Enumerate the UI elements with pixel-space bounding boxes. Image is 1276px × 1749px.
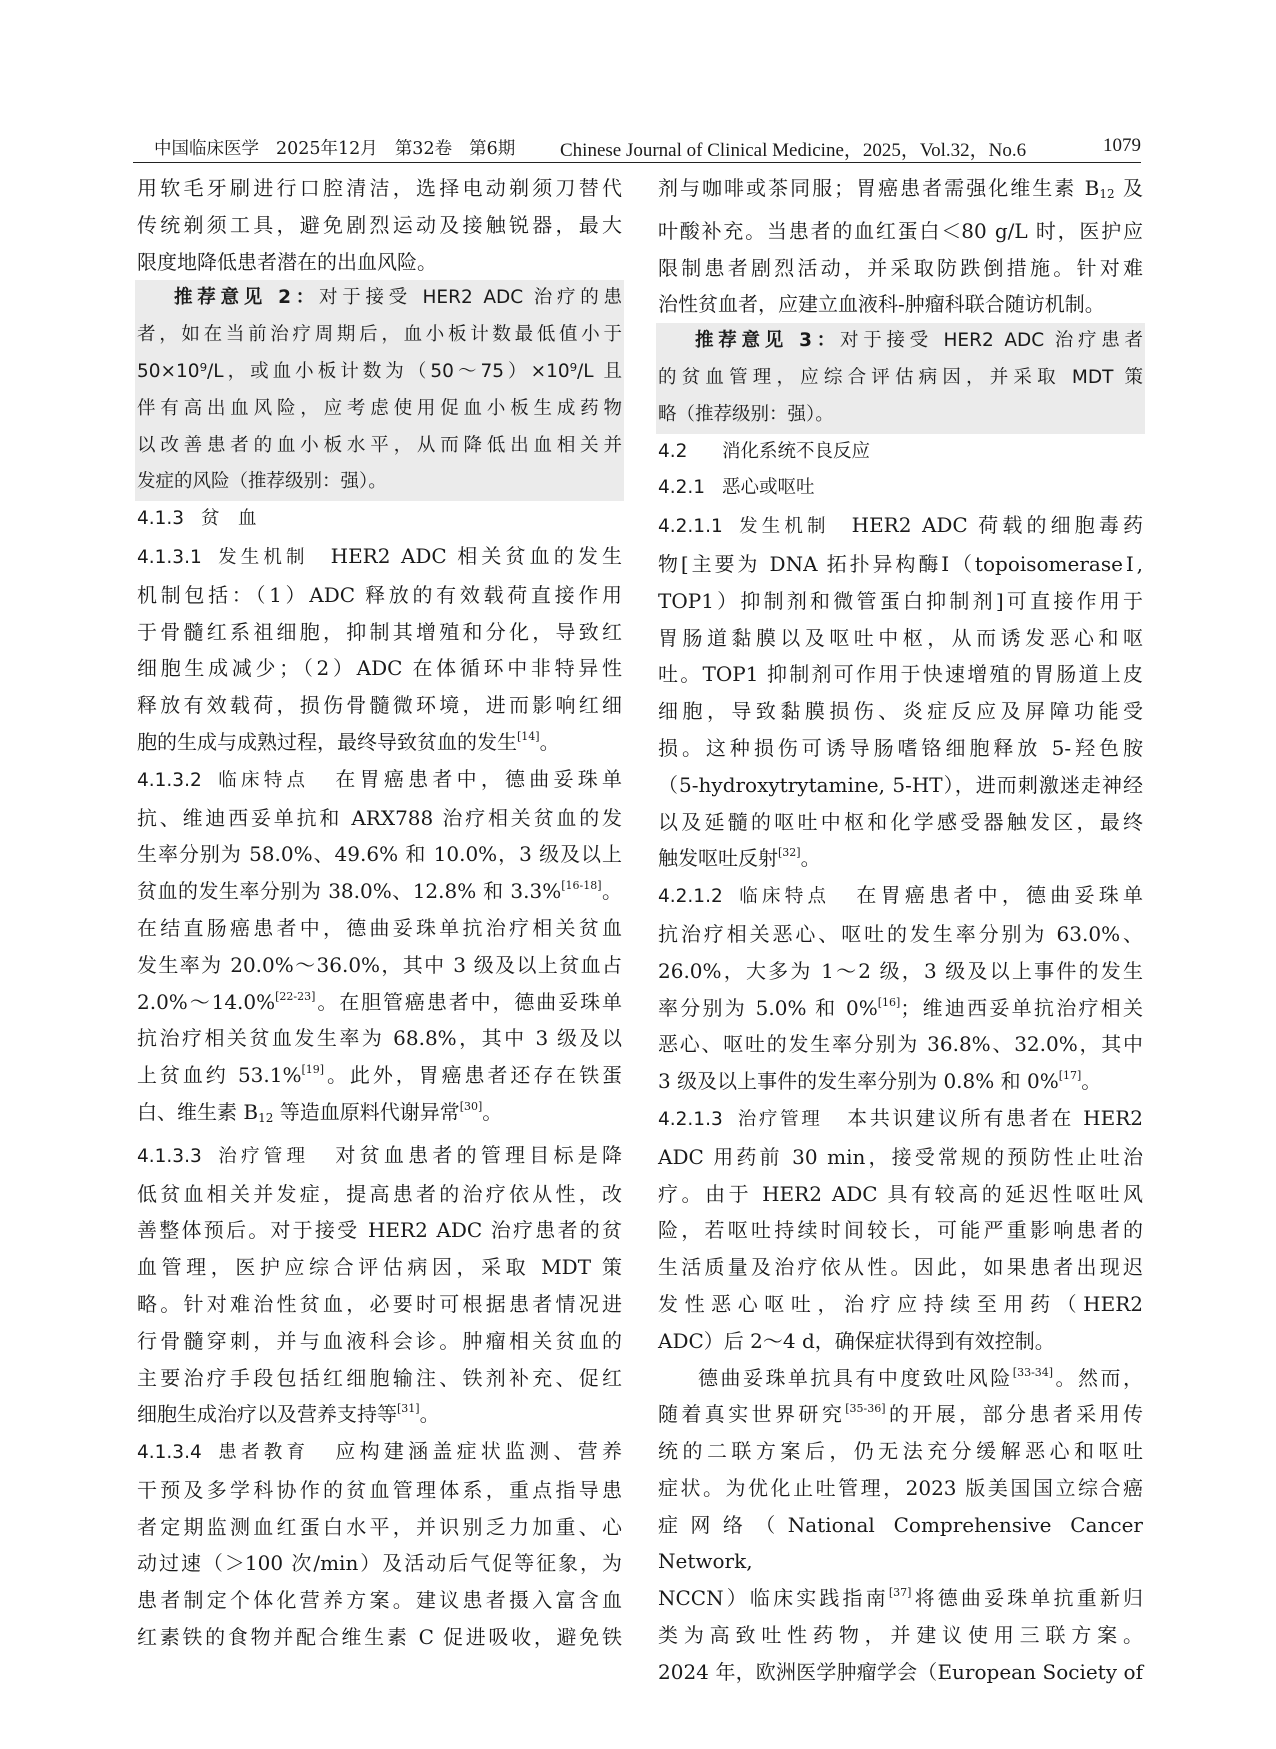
running-header xyxy=(133,131,1141,159)
section-title: 治疗管理 xyxy=(735,1108,823,1130)
text-line: 。 xyxy=(1081,1069,1102,1094)
text-line: 抗治疗相关贫血发生率为 68.8%，其中 3 级及以 xyxy=(137,1026,622,1051)
text-line: NCCN）临床实践指南 xyxy=(658,1586,889,1611)
text-line: 主要治疗手段包括红细胞输注、铁剂补充、促红 xyxy=(137,1365,622,1390)
text-line: 发性恶心呕吐，治疗应持续至用药（HER2 xyxy=(658,1291,1143,1316)
subscript: 12 xyxy=(1099,187,1115,201)
header-rule xyxy=(133,162,1141,163)
section-title: 发生机制 xyxy=(214,546,309,568)
text-line: 者，如在当前治疗周期后，血小板计数最低值小于 xyxy=(137,324,622,346)
section-title: 恶心或呕吐 xyxy=(722,477,815,499)
text-line: 统的二联方案后，仍无法充分缓解恶心和呕吐 xyxy=(658,1439,1143,1464)
header-issue: 第6期 xyxy=(469,139,516,159)
section-title: 消化系统不良反应 xyxy=(722,440,871,462)
recommendation-box-3 xyxy=(656,323,1145,433)
recommendation-box-2 xyxy=(135,280,624,501)
section-title: 贫 血 xyxy=(201,508,257,530)
text-line: 剂与咖啡或茶同服；胃癌患者需强化维生素 B xyxy=(658,176,1100,200)
text-line: 触发呕吐反射 xyxy=(658,846,778,871)
text-line: 患者制定个体化营养方案。建议患者摄入富含血 xyxy=(137,1588,622,1613)
text-line: 在胃癌患者中，德曲妥珠单 xyxy=(331,766,622,791)
text-line: 限制患者剧烈活动，并采取防跌倒措施。针对难 xyxy=(658,255,1143,280)
text-line: HER2 ADC 荷载的细胞毒药 xyxy=(851,513,1143,538)
text-line: 以及延髓的呕吐中枢和化学感受器触发区，最终 xyxy=(658,809,1143,834)
text-line: 行骨髓穿刺，并与血液科会诊。肿瘤相关贫血的 xyxy=(137,1328,622,1353)
text-line: 略。针对难治性贫血，必要时可根据患者情况进 xyxy=(137,1291,622,1316)
text-line: 险，若呕吐持续时间较长，可能严重影响患者的 xyxy=(658,1218,1143,1243)
header-journal-cn xyxy=(154,135,532,160)
text-line: 吐。TOP1 抑制剂可作用于快速增殖的胃肠道上皮 xyxy=(658,662,1143,687)
section-heading-4-2-1 xyxy=(658,470,1143,507)
section-title: 临床特点 xyxy=(735,886,831,908)
text-line: 善整体预后。对于接受 HER2 ADC 治疗患者的贫 xyxy=(137,1218,622,1243)
citation: [37] xyxy=(888,1586,912,1600)
text-line: 细胞生成减少；（2）ADC 在体循环中非特异性 xyxy=(137,656,622,681)
text-line: 。然而， xyxy=(1053,1365,1144,1390)
subscript: 12 xyxy=(258,1110,274,1125)
text-line: 机制包括：（1）ADC 释放的有效载荷直接作用 xyxy=(137,582,622,607)
citation: [16] xyxy=(877,995,901,1009)
text-line: 释放有效载荷，损伤骨髓微环境，进而影响红细 xyxy=(137,693,622,718)
text-line: 胃肠道黏膜以及呕吐中枢，从而诱发恶心和呕 xyxy=(658,625,1143,650)
citation: [17] xyxy=(1058,1069,1082,1083)
text-line: （5-hydroxytrytamine, 5-HT），进而刺激迷走神经 xyxy=(658,772,1143,797)
section-heading-4-2 xyxy=(658,434,1143,471)
citation: [19] xyxy=(301,1063,325,1077)
text-line: 血管理，医护应综合评估病因，采取 MDT 策 xyxy=(137,1255,622,1280)
text-line: 症网络（National Comprehensive Cancer Network, xyxy=(658,1512,1143,1574)
section-number: 4.2.1.2 xyxy=(658,886,723,908)
text-line: 用软毛牙刷进行口腔清洁，选择电动剃须刀替代 xyxy=(137,176,622,200)
text-line: 限度地降低患者潜在的出血风险。 xyxy=(137,249,437,274)
section-title: 患者教育 xyxy=(214,1442,310,1464)
text-line: 抗、维迪西妥单抗和 ARX788 治疗相关贫血的发 xyxy=(137,805,622,830)
text-line: 。 xyxy=(539,729,560,754)
text-line: 在胃癌患者中，德曲妥珠单 xyxy=(852,883,1143,908)
section-number: 4.1.3.1 xyxy=(137,546,202,568)
text-line: 2024 年，欧洲医学肿瘤学会（European Society of xyxy=(658,1659,1143,1684)
citation: [14] xyxy=(517,729,540,743)
text-line: 上贫血约 53.1% xyxy=(137,1063,302,1088)
text-line: 50×10⁹/L，或血小板计数为（50～75）×10⁹/L 且 xyxy=(137,360,622,382)
text-line: 对于接受 HER2 ADC 治疗的患 xyxy=(318,287,622,309)
text-line: ；维迪西妥单抗治疗相关 xyxy=(900,995,1143,1020)
text-line: 生活质量及治疗依从性。因此，如果患者出现迟 xyxy=(658,1255,1143,1280)
text-line: 传统剃须工具，避免剧烈运动及接触锐器，最大 xyxy=(137,212,622,237)
text-line: 红素铁的食物并配合维生素 C 促进吸收，避免铁 xyxy=(137,1625,622,1650)
text-line: 细胞生成治疗以及营养支持等 xyxy=(137,1402,397,1427)
section-number: 4.1.3.4 xyxy=(137,1442,202,1464)
citation: [22-23] xyxy=(275,989,316,1003)
text-line: 抗治疗相关恶心、呕吐的发生率分别为 63.0%、 xyxy=(658,921,1143,946)
text-line: 的贫血管理，应综合评估病因，并采取 MDT 策 xyxy=(658,366,1143,388)
text-line: 的开展，部分患者采用传 xyxy=(885,1402,1144,1427)
text-line: 于骨髓红系祖细胞，抑制其增殖和分化，导致红 xyxy=(137,619,622,644)
text-line: 治性贫血者，应建立血液科-肿瘤科联合随访机制。 xyxy=(658,292,1105,317)
text-line: 。在胆管癌患者中，德曲妥珠单 xyxy=(315,989,622,1014)
text-line: 在结直肠癌患者中，德曲妥珠单抗治疗相关贫血 xyxy=(137,915,622,940)
text-line: 伴有高出血风险，应考虑使用促血小板生成药物 xyxy=(137,397,622,419)
recommendation-label: 推荐意见 3： xyxy=(695,330,840,352)
citation: [32] xyxy=(778,846,801,860)
text-line: 症状。为优化止吐管理，2023 版美国国立综合癌 xyxy=(658,1475,1143,1500)
section-title: 临床特点 xyxy=(214,769,310,791)
section-number: 4.2.1.3 xyxy=(658,1108,723,1130)
recommendation-label: 推荐意见 2： xyxy=(174,287,319,309)
text-line: 等造血原料代谢异常 xyxy=(273,1099,460,1124)
text-line: 干预及多学科协作的贫血管理体系，重点指导患 xyxy=(137,1477,622,1502)
text-line: 胞的生成与成熟过程，最终导致贫血的发生 xyxy=(137,729,517,754)
text-line: 2.0%～14.0% xyxy=(137,989,276,1014)
left-column xyxy=(137,170,622,1656)
section-number: 4.2 xyxy=(658,440,688,462)
text-line: 26.0%，大多为 1～2 级，3 级及以上事件的发生 xyxy=(658,958,1143,983)
text-line: 白、维生素 B xyxy=(137,1099,259,1124)
text-line: 发症的风险（推荐级别：强）。 xyxy=(137,471,387,493)
text-line: 损。这种损伤可诱导肠嗜铬细胞释放 5-羟色胺 xyxy=(658,735,1143,760)
citation: [35-36] xyxy=(845,1402,886,1416)
text-line: TOP1）抑制剂和微管蛋白抑制剂]可直接作用于 xyxy=(658,588,1143,613)
text-line: 本共识建议所有患者在 HER2 xyxy=(844,1105,1143,1130)
text-line: 物[主要为 DNA 拓扑异构酶Ⅰ（topoisomeraseⅠ, xyxy=(658,551,1143,576)
text-line: 恶心、呕吐的发生率分别为 36.8%、32.0%，其中 xyxy=(658,1032,1143,1057)
text-line: 叶酸补充。当患者的血红蛋白＜80 g/L 时，医护应 xyxy=(658,218,1143,243)
text-line: 。 xyxy=(419,1402,440,1427)
citation: [31] xyxy=(397,1402,420,1416)
text-line: 细胞，导致黏膜损伤、炎症反应及屏障功能受 xyxy=(658,699,1143,724)
section-number: 4.2.1 xyxy=(658,477,706,499)
text-line: ADC）后 2～4 d，确保症状得到有效控制。 xyxy=(658,1328,1055,1353)
text-line: 发生率为 20.0%～36.0%，其中 3 级及以上贫血占 xyxy=(137,952,622,977)
citation: [16-18] xyxy=(561,879,602,893)
text-line: 者定期监测血红蛋白水平，并识别乏力加重、心 xyxy=(137,1514,622,1539)
section-number: 4.2.1.1 xyxy=(658,516,723,538)
text-line: 随着真实世界研究 xyxy=(658,1402,846,1427)
page-number: 1079 xyxy=(1103,135,1141,156)
text-line: 。此外，胃癌患者还存在铁蛋 xyxy=(324,1063,622,1088)
header-journal-en: Chinese Journal of Clinical Medicine，2025，Vol.32，No.6 xyxy=(560,140,1027,161)
header-date: 2025年12月 xyxy=(276,139,378,159)
text-line: 疗。由于 HER2 ADC 具有较高的延迟性呕吐风 xyxy=(658,1181,1143,1206)
text-line: 将德曲妥珠单抗重新归 xyxy=(911,1586,1144,1611)
right-column xyxy=(658,170,1143,1691)
text-line: 低贫血相关并发症，提高患者的治疗依从性，改 xyxy=(137,1181,622,1206)
text-line: 以改善患者的血小板水平，从而降低出血相关并 xyxy=(137,434,622,456)
text-line: 贫血的发生率分别为 38.0%、12.8% 和 3.3% xyxy=(137,879,562,904)
text-line: 对贫血患者的管理目标是降 xyxy=(331,1142,622,1167)
text-line: 略（推荐级别：强）。 xyxy=(658,403,834,425)
text-line: 生率分别为 58.0%、49.6% 和 10.0%，3 级及以上 xyxy=(137,842,622,867)
section-number: 4.1.3.2 xyxy=(137,769,202,791)
section-heading-4-1-3 xyxy=(137,501,622,538)
text-line: 及 xyxy=(1114,176,1143,200)
text-line: 德曲妥珠单抗具有中度致吐风险 xyxy=(698,1365,1013,1390)
header-volume: 第32卷 xyxy=(394,139,453,159)
text-line: 对于接受 HER2 ADC 治疗患者 xyxy=(839,330,1143,352)
text-line: 。 xyxy=(482,1099,503,1124)
text-line: 率分别为 5.0% 和 0% xyxy=(658,995,878,1020)
section-title: 发生机制 xyxy=(735,516,830,538)
text-line: 3 级及以上事件的发生率分别为 0.8% 和 0% xyxy=(658,1069,1059,1094)
citation: [33-34] xyxy=(1012,1365,1054,1379)
section-number: 4.1.3 xyxy=(137,508,185,530)
text-line: 动过速（＞100 次/min）及活动后气促等征象，为 xyxy=(137,1551,622,1576)
header-journal-name: 中国临床医学 xyxy=(154,139,259,159)
text-line: 。 xyxy=(800,846,821,871)
section-number: 4.1.3.3 xyxy=(137,1145,202,1167)
text-line: HER2 ADC 相关贫血的发生 xyxy=(330,543,622,568)
text-line: 类为高致吐性药物，并建议使用三联方案。 xyxy=(658,1623,1143,1648)
text-line: 应构建涵盖症状监测、营养 xyxy=(331,1439,622,1464)
citation: [30] xyxy=(459,1099,483,1113)
text-line: 。 xyxy=(601,879,622,904)
section-title: 治疗管理 xyxy=(214,1145,310,1167)
text-line: ADC 用药前 30 min，接受常规的预防性止吐治 xyxy=(658,1144,1143,1169)
